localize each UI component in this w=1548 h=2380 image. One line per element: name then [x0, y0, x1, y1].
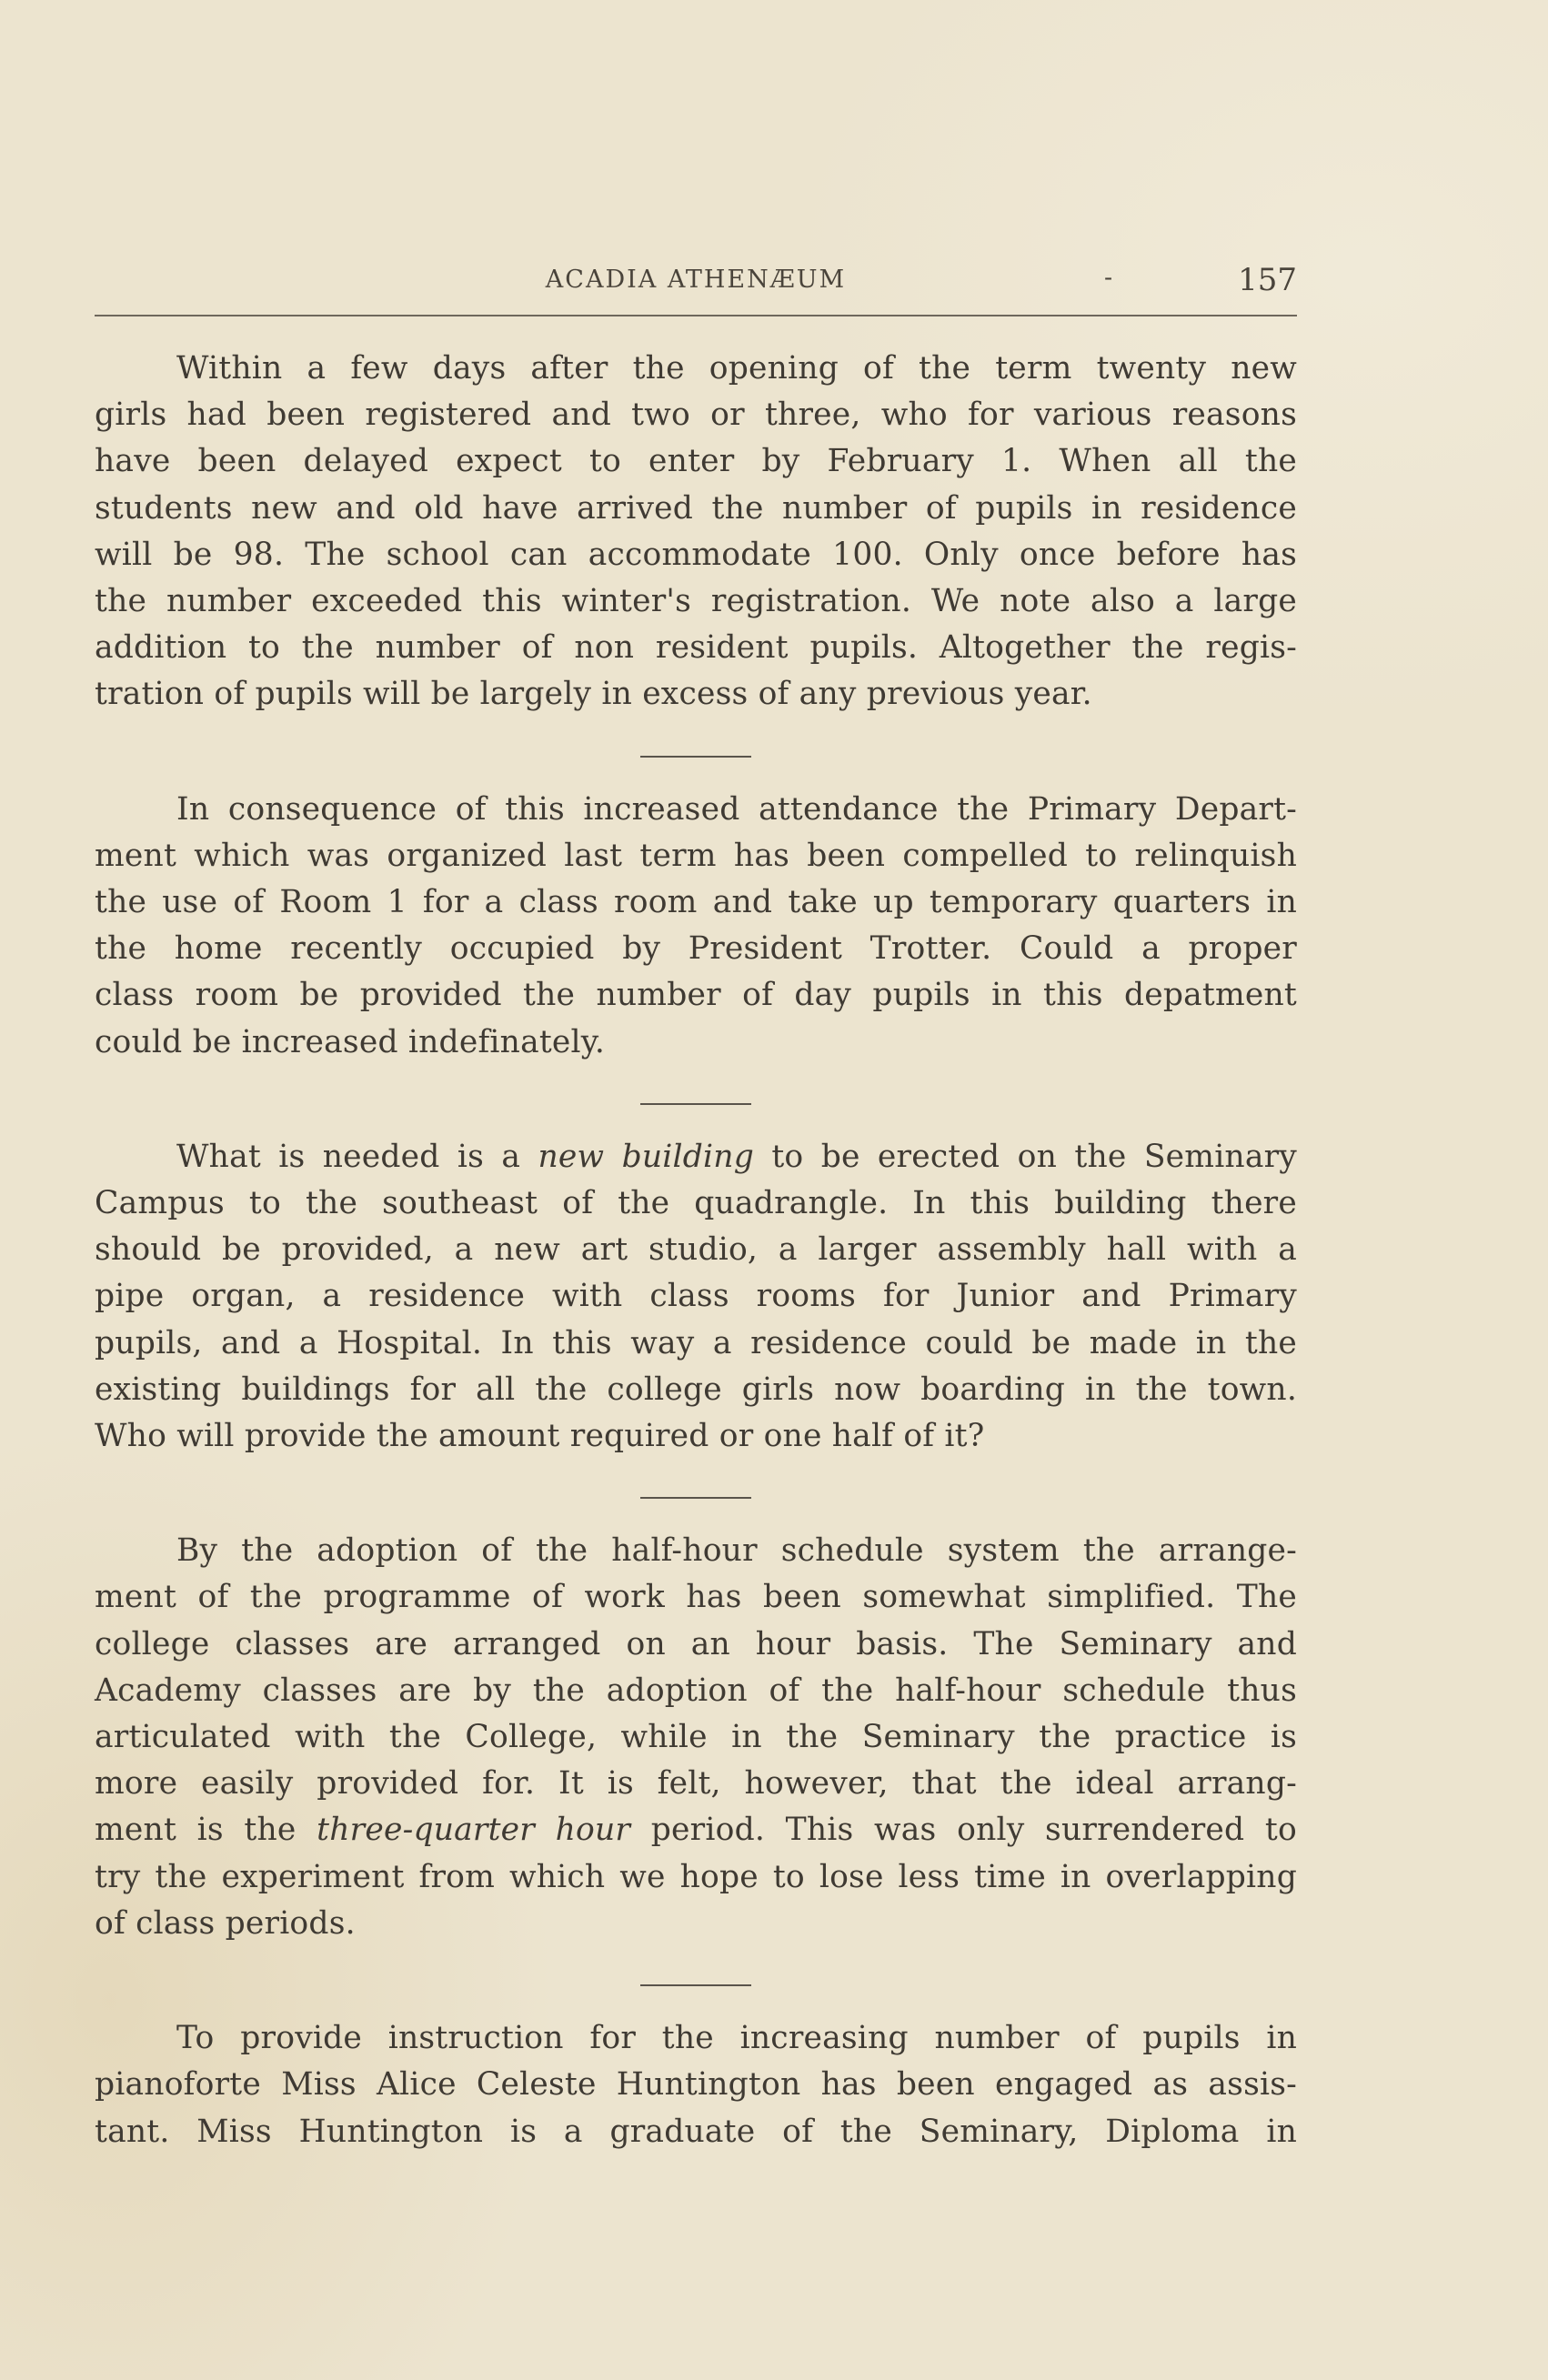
text-line: students new and old have arrived the number of pupils in residence	[95, 489, 1297, 527]
text-span: period. This was only surrendered to	[650, 1812, 1297, 1849]
section-divider	[640, 1984, 751, 1986]
text-line: Who will provide the amount required or one half of it?	[95, 1418, 985, 1455]
journal-title: ACADIA ATHENÆUM	[545, 266, 847, 294]
text-line: have been delayed expect to enter by February 1. When all the	[95, 443, 1297, 480]
text-span: to be erected on the Seminary	[771, 1138, 1297, 1175]
text-line: tant. Miss Huntington is a graduate of the Seminary, Diploma in	[95, 2113, 1297, 2150]
text-line: pupils, and a Hospital. In this way a residence could be made in the	[95, 1324, 1297, 1361]
text-line: girls had been registered and two or three, who for various reasons	[95, 397, 1297, 434]
text-line: the use of Room 1 for a class room and take up temporary quarters in	[95, 884, 1297, 921]
page	[95, 264, 1297, 2155]
text-line: existing buildings for all the college girls now boarding in the town.	[95, 1371, 1297, 1408]
text-span: What is needed is a	[176, 1138, 521, 1175]
text-line: pipe organ, a residence with class rooms for Junior and Primary	[95, 1278, 1297, 1315]
text-line: college classes are arranged on an hour basis. The Seminary and	[95, 1625, 1297, 1662]
italic-phrase: new building	[538, 1138, 754, 1175]
text-line: To provide instruction for the increasing number of pupils in	[176, 2020, 1297, 2057]
text-line: Academy classes are by the adoption of the half-hour schedule thus	[95, 1672, 1297, 1709]
paragraph-primary-department	[95, 787, 1297, 1066]
text-line: Campus to the southeast of the quadrangle. In this building there	[95, 1185, 1297, 1222]
text-line: will be 98. The school can accommodate 100. Only once before has	[95, 536, 1297, 573]
text-line: could be increased indefinately.	[95, 1023, 606, 1060]
text-line	[95, 1134, 1297, 1180]
text-line: try the experiment from which we hope to lose less time in overlapping	[95, 1858, 1297, 1895]
text-line: more easily provided for. It is felt, however, that the ideal arrang-	[95, 1765, 1297, 1803]
section-divider	[640, 1103, 751, 1105]
italic-phrase: three-quarter hour	[317, 1812, 631, 1849]
text-span: ment is the	[95, 1812, 297, 1849]
text-line: addition to the number of non resident pupils. Altogether the regis-	[95, 629, 1297, 667]
text-line: of class periods.	[95, 1904, 356, 1942]
text-line: In consequence of this increased attendance the Primary Depart-	[176, 790, 1297, 828]
text-line: ment of the programme of work has been somewhat simplified. The	[95, 1579, 1297, 1616]
text-line: pianoforte Miss Alice Celeste Huntington has been engaged as assis-	[95, 2066, 1297, 2104]
section-divider	[640, 1497, 751, 1499]
header-dash: -	[1104, 264, 1115, 292]
text-line: the home recently occupied by President Trotter. Could a proper	[95, 930, 1297, 968]
text-line: Within a few days after the opening of the term twenty new	[176, 350, 1297, 387]
paragraph-pianoforte	[95, 2015, 1297, 2155]
paragraph-schedule	[95, 1528, 1297, 1947]
running-header	[95, 264, 1297, 316]
text-line: the number exceeded this winter's registration. We note also a large	[95, 583, 1297, 620]
text-line	[95, 1807, 1297, 1853]
text-line: articulated with the College, while in the Seminary the practice is	[95, 1719, 1297, 1756]
section-divider	[640, 756, 751, 758]
text-line: tration of pupils will be largely in excess of any previous year.	[95, 676, 1092, 713]
text-line: ment which was organized last term has been compelled to relinquish	[95, 837, 1297, 874]
text-line: should be provided, a new art studio, a larger assembly hall with a	[95, 1231, 1297, 1269]
page-number: 157	[1238, 262, 1297, 298]
paragraph-new-building	[95, 1134, 1297, 1460]
text-line: By the adoption of the half-hour schedule system the arrange-	[176, 1532, 1297, 1570]
text-line: class room be provided the number of day pupils in this depatment	[95, 977, 1297, 1014]
paragraph-registration	[95, 346, 1297, 718]
